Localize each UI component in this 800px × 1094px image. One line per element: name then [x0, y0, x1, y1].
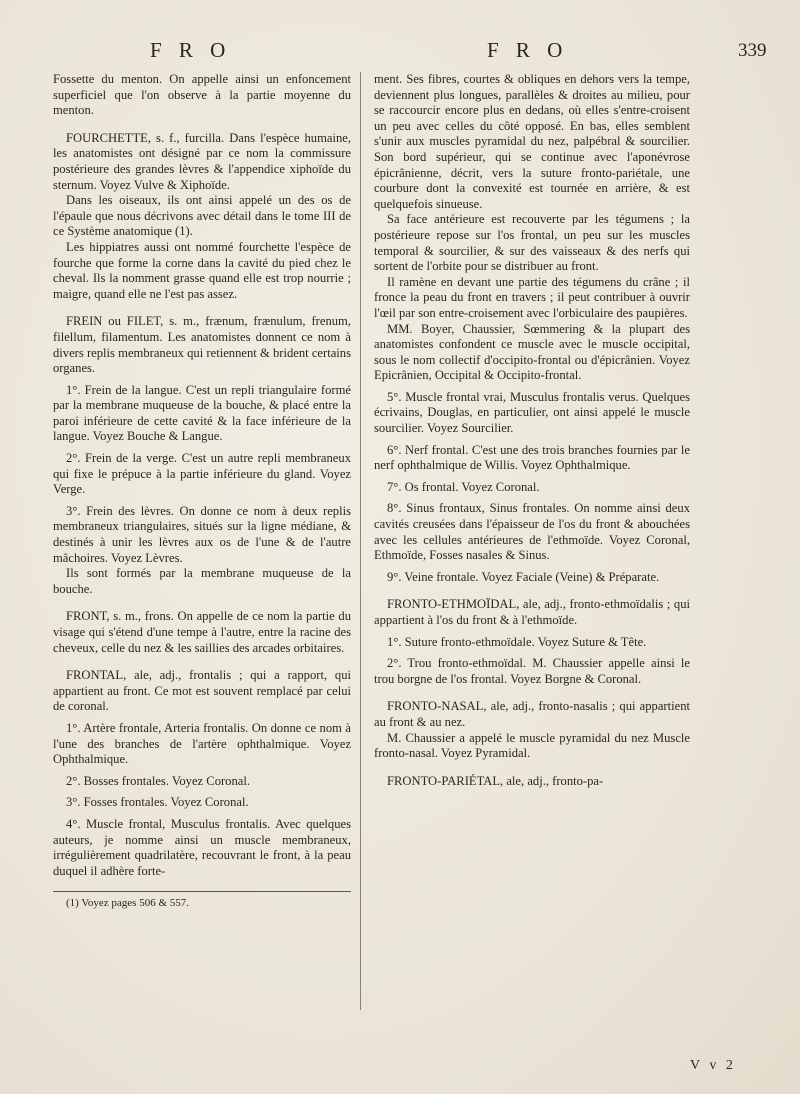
subentry: 4°. Muscle frontal, Musculus frontalis. Avec quelques auteurs, je nomme ainsi un muscle membraneux, irrégulièrement quadrilatère, recouvrant le front, à la peau duquel il adhère forte- — [53, 816, 351, 878]
right-column — [374, 72, 690, 789]
running-header — [0, 38, 800, 68]
entry-fronto-nasal: FRONTO-NASAL, ale, adj., fronto-nasalis ; qui appartient au front & au nez. — [374, 699, 690, 729]
header-left-catchword: F R O — [150, 38, 232, 62]
entry-front: FRONT, s. m., frons. On appelle de ce nom la partie du visage qui s'étend d'une tempe à l'autre, entre la racine des cheveux, celle du nez & les saillies des arcades orbitaires. — [53, 609, 351, 655]
subentry: 1°. Frein de la langue. C'est un repli triangulaire formé par la membrane muqueuse de la bouche, & placé entre la paroi inférieure de cette cavité & la face inférieure de la langue. Voyez Bouche & Langue. — [53, 382, 351, 444]
signature-mark: V v 2 — [690, 1058, 736, 1073]
entry-fronto-ethmoidal: FRONTO-ETHMOÏDAL, ale, adj., fronto-ethmoïdalis ; qui appartient à l'os du front & à l'ethmoïde. — [374, 597, 690, 627]
entry-frontal: FRONTAL, ale, adj., frontalis ; qui a rapport, qui appartient au front. Ce mot est souvent remplacé par celui de coronal. — [53, 668, 351, 714]
subentry: 1°. Artère frontale, Arteria frontalis. On donne ce nom à l'une des branches de l'artère ophthalmique. Voyez Ophthalmique. — [53, 720, 351, 767]
paragraph: Dans les oiseaux, ils ont ainsi appelé un des os de l'épaule que nous décrivons avec détail dans le tome III de ce Système anatomique (1). — [53, 193, 351, 239]
subentry: 2°. Frein de la verge. C'est un autre repli membraneux qui fixe le prépuce à la partie inférieure du gland. Voyez Verge. — [53, 451, 351, 497]
entry-fourchette: FOURCHETTE, s. f., furcilla. Dans l'espèce humaine, les anatomistes ont désigné par ce nom la commissure postérieure des grandes lèvres & l'appendice xiphoïde du sternum. Voyez Vulve & Xiphoïde. — [53, 130, 351, 192]
subentry: 7°. Os frontal. Voyez Coronal. — [387, 479, 540, 494]
paragraph: Ils sont formés par la membrane muqueuse de la bouche. — [53, 566, 351, 596]
footnote: (1) Voyez pages 506 & 557. — [66, 897, 190, 910]
paragraph: Sa face antérieure est recouverte par les tégumens ; la postérieure repose sur l'os frontal, un peu sur les muscles temporal & sourcilier, & sur des vaisseaux & des nerfs qui sortent de l'orbite pour se distribuer au front. — [374, 212, 690, 274]
entry-frein: FREIN ou FILET, s. m., frænum, frænulum, frenum, filellum, filamentum. Les anatomistes donnent ce nom à divers replis membraneux qui retiennent & brident certains organes. — [53, 314, 351, 376]
subentry: 2°. Trou fronto-ethmoïdal. M. Chaussier appelle ainsi le trou borgne de l'os frontal. Voyez Borgne & Coronal. — [374, 656, 690, 686]
paragraph: Il ramène en devant une partie des tégumens du crâne ; il fronce la peau du front en travers ; il peut contribuer à ouvrir l'œil par son entre-croisement avec l'orbiculaire des paupières. — [374, 274, 690, 320]
paragraph: Les hippiatres aussi ont nommé fourchette l'espèce de fourche que forme la corne dans la cavité du pied chez le cheval. Ils la nomment grasse quand elle est trop nourrie ; maigre, quand elle ne l'est pas assez. — [53, 239, 351, 301]
subentry: 9°. Veine frontale. Voyez Faciale (Veine) & Préparate. — [387, 569, 660, 584]
header-right-catchword: F R O — [487, 38, 569, 62]
paragraph: ment. Ses fibres, courtes & obliques en dehors vers la tempe, deviennent plus longues, parallèles & droites au milieu, pour se raccourcir encore plus en dedans, où elles s'entre-croisent un peu avec celles du côté opposé. En bas, elles semblent s'unir aux muscles pyramidal du nez, palpébral & sourcilier. Son bord supérieur, qui se continue avec l'aponévrose épicrânienne, décrit, vers la suture fronto-pariétale, une courbure dont la convexité est tournée en arrière, & est quelquefois sinueuse. — [374, 72, 690, 211]
subentry: 6°. Nerf frontal. C'est une des trois branches fournies par le nerf ophthalmique de Willis. Voyez Ophthalmique. — [374, 442, 690, 473]
left-column — [53, 72, 351, 912]
footnote-rule — [53, 891, 351, 892]
page-number: 339 — [738, 40, 767, 61]
subentry: 3°. Fosses frontales. Voyez Coronal. — [66, 795, 249, 810]
entry-fossette: Fossette du menton. On appelle ainsi un enfoncement superficiel que l'on observe à la partie moyenne du menton. — [53, 72, 351, 118]
subentry: 2°. Bosses frontales. Voyez Coronal. — [66, 773, 251, 788]
column-divider — [360, 72, 361, 1010]
paragraph: MM. Boyer, Chaussier, Sœmmering & la plupart des anatomistes confondent ce muscle avec le muscle occipital, sous le nom collectif d'occipito-frontal ou d'épicrânien. Voyez Epicrânien, Occipital & Occipito-frontal. — [374, 321, 690, 383]
entry-fronto-parietal: FRONTO-PARIÉTAL, ale, adj., fronto-pa- — [387, 773, 604, 788]
paragraph: M. Chaussier a appelé le muscle pyramidal du nez Muscle fronto-nasal. Voyez Pyramidal. — [374, 730, 690, 761]
subentry: 5°. Muscle frontal vrai, Musculus frontalis verus. Quelques écrivains, Douglas, en particulier, ont ainsi appelé le muscle sourcilier. Voyez Sourcilier. — [374, 389, 690, 436]
subentry: 1°. Suture fronto-ethmoïdale. Voyez Suture & Tête. — [387, 634, 647, 649]
subentry: 3°. Frein des lèvres. On donne ce nom à deux replis membraneux triangulaires, situés sur la ligne médiane, & destinés à unir les lèvres aux os de l'une & de l'autre mâchoires. Voyez Lèvres. — [53, 503, 351, 565]
subentry: 8°. Sinus frontaux, Sinus frontales. On nomme ainsi deux cavités creusées dans l'épaisseur de l'os du front & abouchées avec les cellules antérieures de l'ethmoïde. Voyez Coronal, Ethmoïde, Fosses nasales & Sinus. — [374, 501, 690, 563]
